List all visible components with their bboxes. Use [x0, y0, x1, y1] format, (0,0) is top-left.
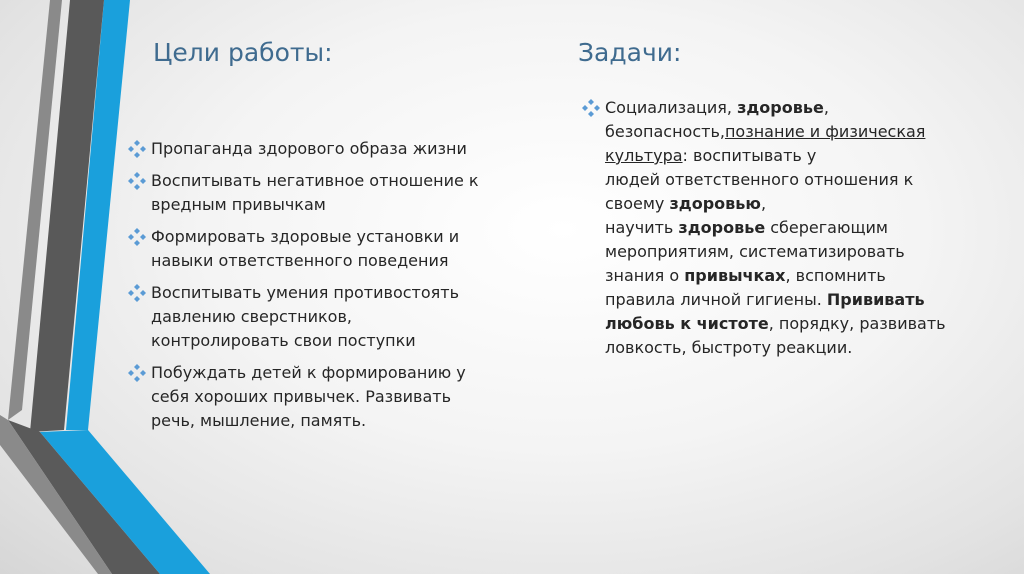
goals-item-line: Пропаганда здорового образа жизни: [151, 139, 467, 158]
goals-item-line: Воспитывать умения противостоять: [151, 283, 460, 302]
diamond-cluster-icon: [580, 99, 602, 117]
goals-item-line: контролировать свои поступки: [151, 331, 416, 350]
goals-item-line: навыки ответственного поведения: [151, 251, 449, 270]
tasks-line-6: научить здоровье сберегающим: [605, 218, 888, 237]
tasks-line-10: любовь к чистоте, порядку, развивать: [605, 314, 946, 333]
diamond-cluster-icon: [126, 228, 148, 246]
goals-item: [126, 137, 526, 161]
goals-item-line: Побуждать детей к формированию у: [151, 363, 466, 382]
tasks-line-11: ловкость, быстроту реакции.: [605, 338, 853, 357]
diamond-cluster-icon: [126, 364, 148, 382]
goals-item-line: речь, мышление, память.: [151, 411, 367, 430]
tasks-item: [580, 96, 970, 360]
tasks-line-9: правила личной гигиены. Прививать: [605, 290, 925, 309]
tasks-heading: Задачи:: [578, 38, 682, 67]
goals-item-line: Воспитывать негативное отношение к: [151, 171, 479, 190]
tasks-line-8: знания о привычках, вспомнить: [605, 266, 886, 285]
tasks-line-2: безопасность,познание и физическая: [605, 122, 926, 141]
tasks-line-1: Социализация, здоровье,: [605, 98, 829, 117]
goals-list: [126, 137, 526, 441]
goals-item-line: вредным привычкам: [151, 195, 326, 214]
tasks-line-5: своему здоровью,: [605, 194, 767, 213]
tasks-line-7: мероприятиям, систематизировать: [605, 242, 905, 261]
tasks-line-3: культура: воспитывать у: [605, 146, 817, 165]
diamond-cluster-icon: [126, 172, 148, 190]
goals-item: [126, 281, 526, 353]
goals-item: [126, 169, 526, 217]
tasks-list: [580, 96, 970, 368]
diamond-cluster-icon: [126, 284, 148, 302]
goals-item-line: себя хороших привычек. Развивать: [151, 387, 451, 406]
goals-item-line: давлению сверстников,: [151, 307, 352, 326]
goals-heading: Цели работы:: [153, 38, 333, 67]
goals-item-line: Формировать здоровые установки и: [151, 227, 460, 246]
tasks-line-4: людей ответственного отношения к: [605, 170, 914, 189]
goals-item: [126, 225, 526, 273]
goals-item: [126, 361, 526, 433]
diamond-cluster-icon: [126, 140, 148, 158]
